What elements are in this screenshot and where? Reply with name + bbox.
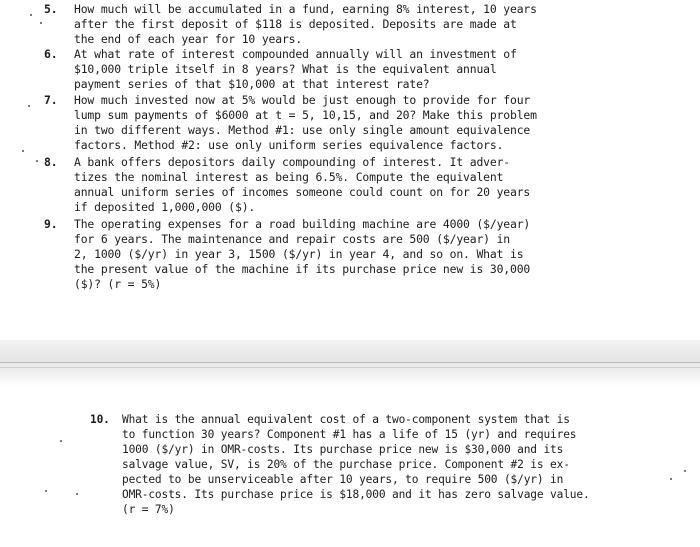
page-divider: [0, 362, 700, 363]
problem-text-line: At what rate of interest compounded annually will an investment of: [74, 47, 517, 61]
scan-speck: [30, 14, 32, 16]
problem-text-line: in two different ways. Method #1: use only single amount equivalence: [74, 123, 531, 137]
problem-9: [44, 217, 531, 291]
problem-number: 5.: [44, 2, 58, 16]
page-divider: [0, 367, 700, 368]
problem-number: 9.: [44, 217, 58, 231]
scan-speck: [670, 478, 672, 480]
scan-speck: [60, 440, 62, 442]
scan-speck: [45, 490, 47, 492]
problem-text-line: How much will be accumulated in a fund, earning 8% interest, 10 years: [74, 2, 537, 16]
problem-text-line: factors. Method #2: use only uniform series equivalence factors.: [74, 138, 504, 152]
problem-text-line: ($)? (r = 5%): [74, 277, 162, 291]
problem-text-line: What is the annual equivalent cost of a two-component system that is: [122, 413, 570, 426]
problem-number: 7.: [44, 93, 58, 107]
problem-text-line: A bank offers depositors daily compounding of interest. It adver-: [74, 155, 511, 169]
problem-text-line: (r = 7%): [122, 503, 175, 516]
problem-text-line: to function 30 years? Component #1 has a life of 15 (yr) and requires: [122, 428, 577, 441]
scan-speck: [76, 493, 78, 495]
problem-text-line: the present value of the machine if its purchase price new is 30,000: [74, 262, 531, 276]
scan-speck: [28, 105, 30, 107]
scan-speck: [36, 160, 38, 162]
problem-text-line: the end of each year for 10 years.: [74, 32, 303, 46]
problem-number: 10.: [90, 413, 110, 426]
problem-text-line: salvage value, SV, is 20% of the purchase price. Component #2 is ex-: [122, 458, 570, 471]
problem-text-line: 2, 1000 ($/yr) in year 3, 1500 ($/yr) in year 4, and so on. What is: [74, 247, 524, 261]
scan-speck: [22, 150, 24, 152]
problem-text-line: $10,000 triple itself in 8 years? What is the equivalent annual: [74, 62, 497, 76]
problem-text-line: 1000 ($/yr) in OMR-costs. Its purchase price new is $30,000 and its: [122, 443, 564, 456]
problem-text-line: lump sum payments of $6000 at t = 5, 10,15, and 20? Make this problem: [74, 108, 537, 122]
scan-speck: [40, 22, 42, 24]
problem-text-line: OMR-costs. Its purchase price is $18,000 and it has zero salvage value.: [122, 488, 590, 501]
problem-8: [44, 155, 531, 215]
problem-text-line: payment series of that $10,000 at that interest rate?: [74, 77, 430, 91]
page-gap-shadow: [0, 340, 700, 386]
scan-speck: [684, 470, 686, 472]
problem-text-line: for 6 years. The maintenance and repair costs are 500 ($/year) in: [74, 232, 511, 246]
problem-text-line: if deposited 1,000,000 ($).: [74, 200, 256, 214]
problem-number: 8.: [44, 155, 58, 169]
problem-text-line: The operating expenses for a road building machine are 4000 ($/year): [74, 217, 531, 231]
problem-text-line: How much invested now at 5% would be just enough to provide for four: [74, 93, 531, 107]
problem-number: 6.: [44, 47, 58, 61]
problem-text-line: annual uniform series of incomes someone could count on for 20 years: [74, 185, 531, 199]
problem-text-line: pected to be unserviceable after 10 years, to require 500 ($/yr) in: [122, 473, 564, 486]
problem-7: [44, 93, 537, 153]
problem-10: [90, 412, 590, 516]
problem-text-line: tizes the nominal interest as being 6.5%. Compute the equivalent: [74, 170, 504, 184]
problem-text-line: after the first deposit of $118 is deposited. Deposits are made at: [74, 17, 517, 31]
